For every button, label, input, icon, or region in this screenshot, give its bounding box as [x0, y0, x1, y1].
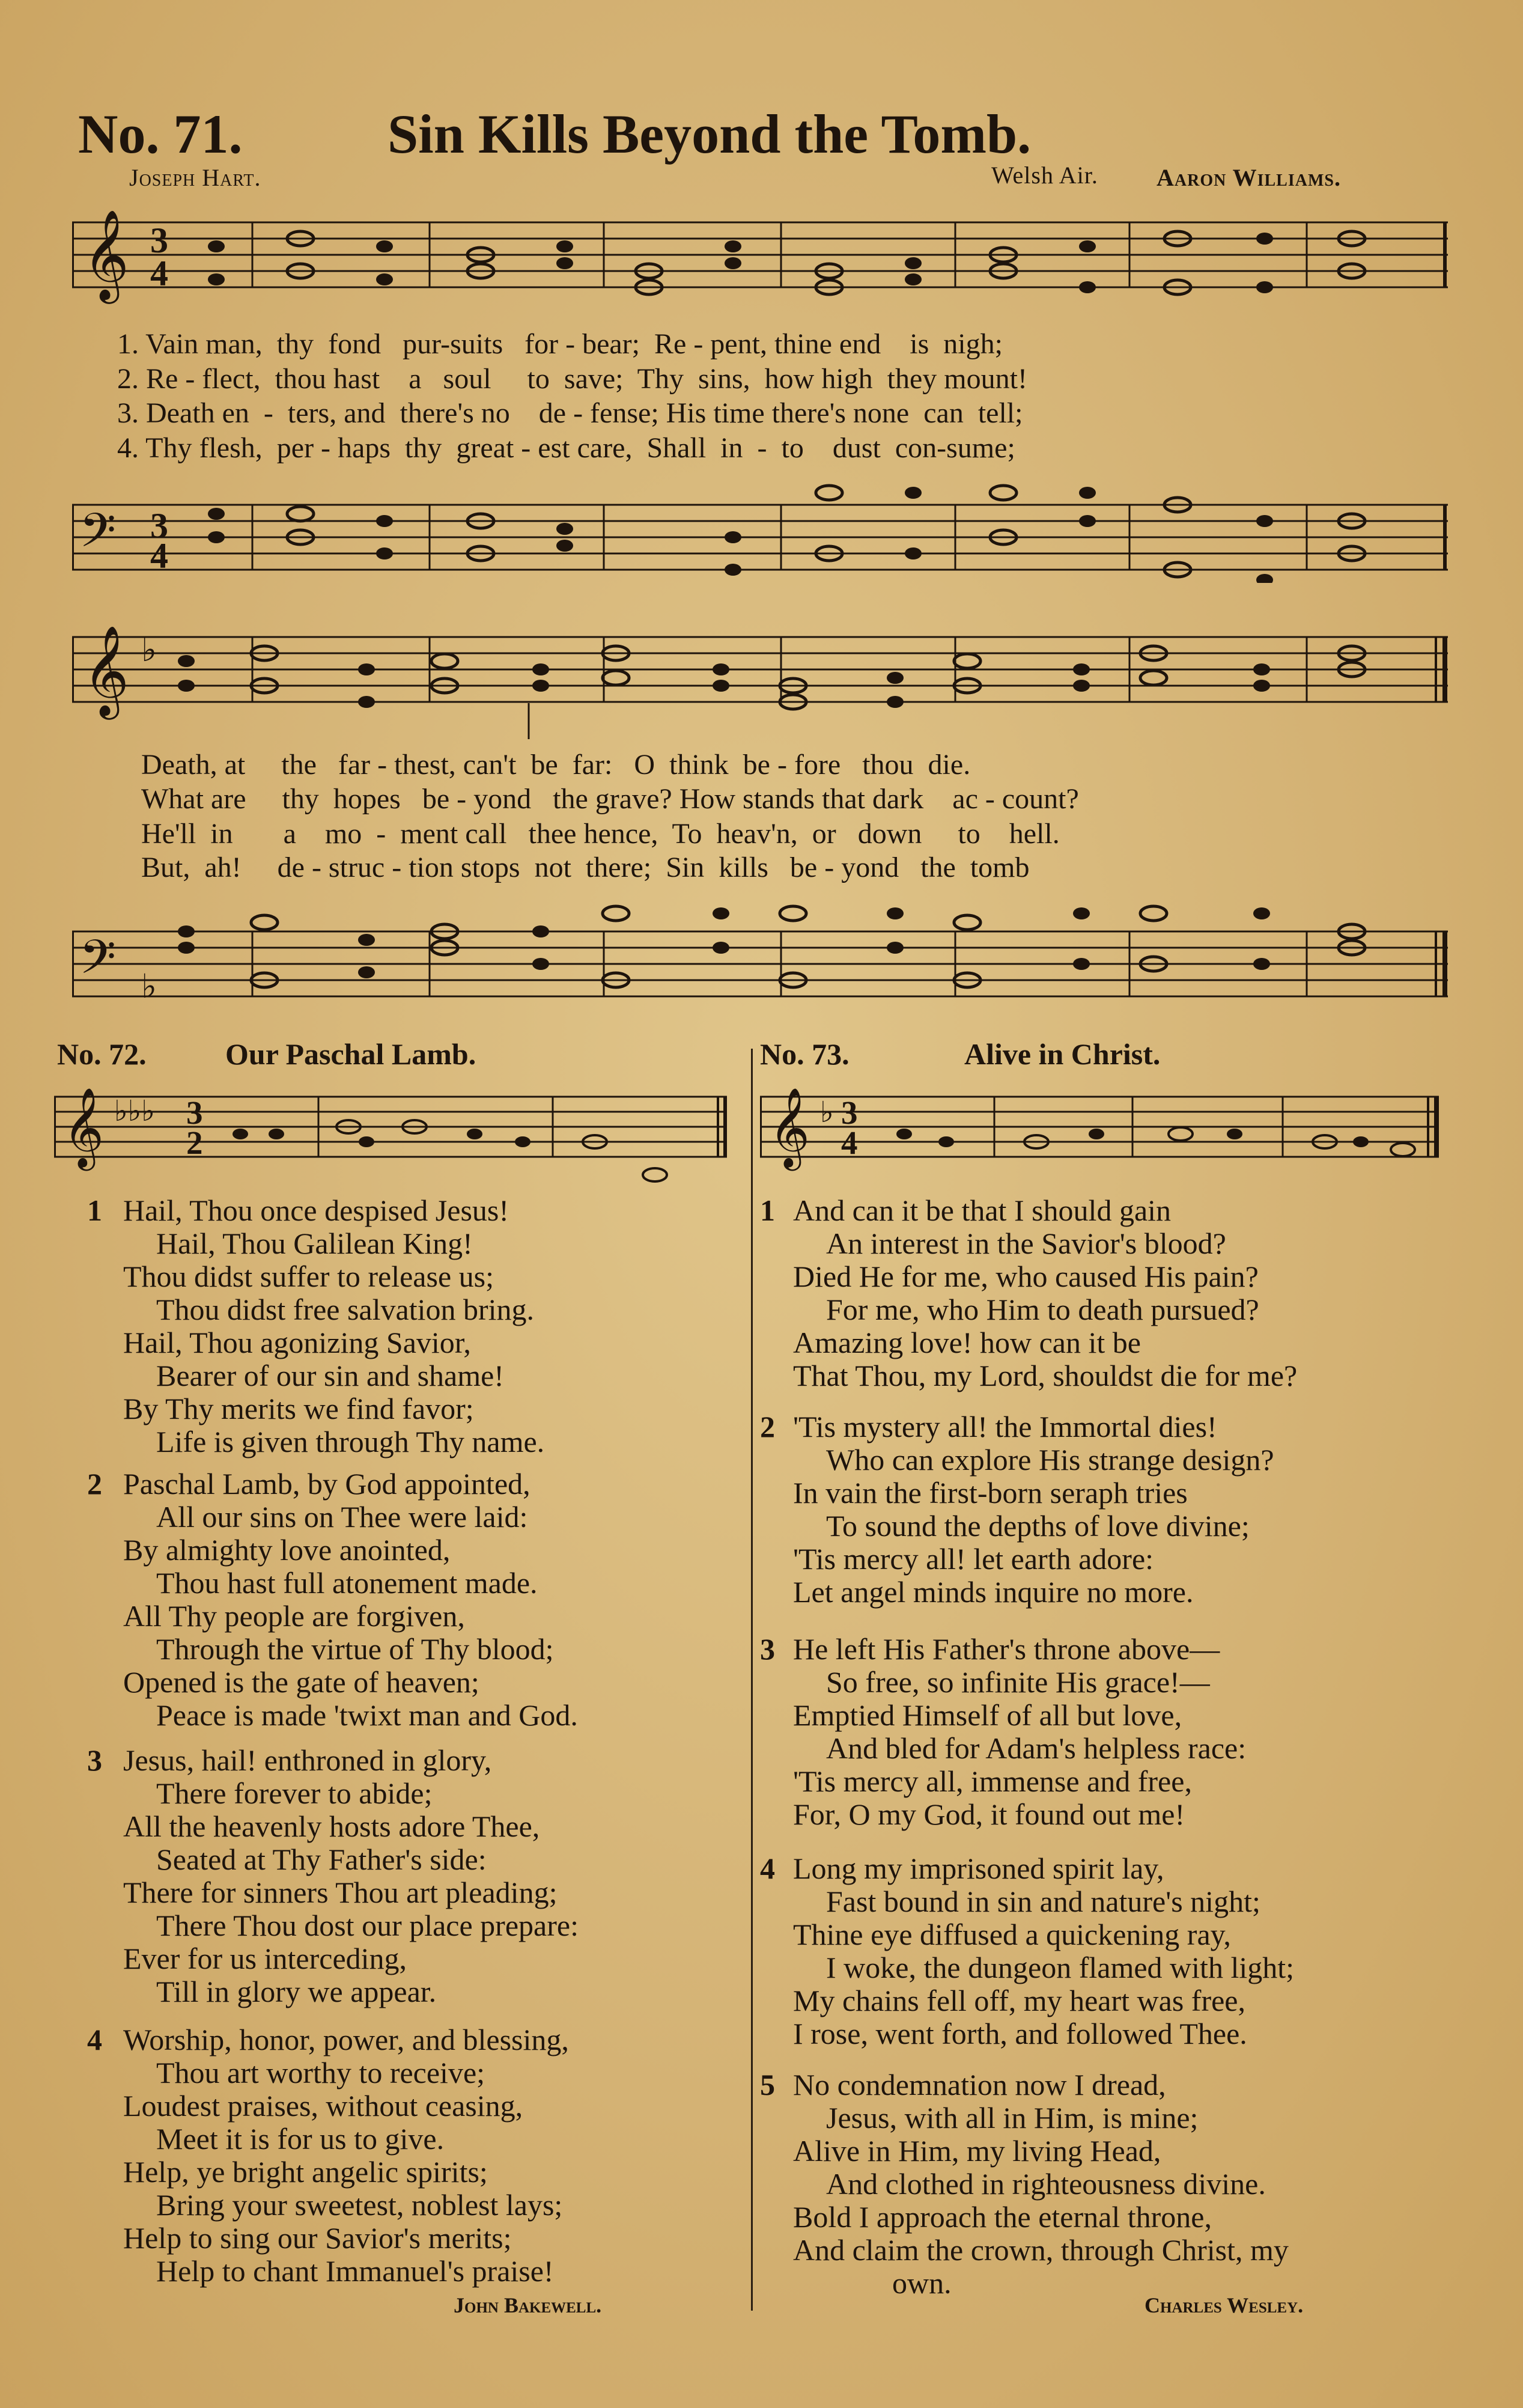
verse-line: For me, who Him to death pursued?	[826, 1293, 1259, 1326]
verse-line: I woke, the dungeon flamed with light;	[826, 1951, 1295, 1984]
svg-text:𝄞: 𝄞	[63, 1087, 104, 1168]
hymn-71-lyric-line-2b: What are thy hopes be - yond the grave? How stands that dark ac - count?	[141, 783, 1079, 815]
verse-line: Bearer of our sin and shame!	[156, 1359, 504, 1392]
verse-line: Emptied Himself of all but love,	[793, 1698, 1182, 1732]
treble-staff-2	[72, 613, 1448, 751]
svg-text:4: 4	[150, 536, 168, 576]
verse-line: Thou didst free salvation bring.	[156, 1293, 535, 1326]
svg-text:3: 3	[150, 506, 168, 546]
verse-line: Thine eye diffused a quickening ray,	[793, 1918, 1231, 1951]
hymn-71-title: Sin Kills Beyond the Tomb.	[388, 103, 1032, 165]
verse-line: Long my imprisoned spirit lay,	[793, 1852, 1164, 1885]
verse-line: Paschal Lamb, by God appointed,	[123, 1467, 530, 1501]
verse-line: Hail, Thou Galilean King!	[156, 1227, 473, 1260]
hymn-72-author: John Bakewell.	[454, 2293, 602, 2317]
hymn-73-number: No. 73.	[760, 1037, 850, 1071]
hymn-72-verse-number: 4	[87, 2023, 102, 2056]
verse-line: Hail, Thou agonizing Savior,	[123, 1326, 471, 1359]
verse-line: own.	[892, 2266, 952, 2300]
verse-line: Amazing love! how can it be	[793, 1326, 1141, 1359]
verse-line: I rose, went forth, and followed Thee.	[793, 2017, 1247, 2050]
svg-text:𝄞: 𝄞	[769, 1087, 810, 1168]
verse-line: Jesus, with all in Him, is mine;	[826, 2101, 1199, 2135]
verse-line: Bring your sweetest, noblest lays;	[156, 2188, 563, 2222]
svg-text:𝄢: 𝄢	[79, 504, 117, 570]
verse-line: Opened is the gate of heaven;	[123, 1665, 479, 1699]
verse-line: Thou art worthy to receive;	[156, 2056, 485, 2089]
verse-line: Meet it is for us to give.	[156, 2122, 445, 2156]
verse-line: By almighty love anointed,	[123, 1533, 451, 1567]
verse-line: Alive in Him, my living Head,	[793, 2134, 1161, 2168]
verse-line: Died He for me, who caused His pain?	[793, 1260, 1259, 1293]
verse-line: All the heavenly hosts adore Thee,	[123, 1809, 540, 1843]
verse-line: To sound the depths of love divine;	[826, 1509, 1250, 1543]
verse-line: Loudest praises, without ceasing,	[123, 2089, 523, 2123]
hymn-71-author: Joseph Hart.	[129, 164, 261, 191]
hymn-73-verse-number: 2	[760, 1410, 775, 1443]
svg-text:3: 3	[150, 221, 168, 260]
svg-text:𝄞: 𝄞	[83, 624, 129, 716]
verse-line: Till in glory we appear.	[156, 1975, 437, 2008]
bass-staff-2	[72, 895, 1448, 1016]
verse-line: Fast bound in sin and nature's night;	[826, 1885, 1260, 1918]
column-divider	[751, 1049, 753, 2311]
verse-line: In vain the first-born seraph tries	[793, 1476, 1188, 1510]
svg-text:𝄢: 𝄢	[79, 930, 117, 996]
verse-line: Worship, honor, power, and blessing,	[123, 2023, 569, 2056]
verse-line: There forever to abide;	[156, 1776, 433, 1810]
verse-line: Ever for us interceding,	[123, 1942, 407, 1975]
hymn-72-number: No. 72.	[57, 1037, 147, 1071]
hymn-71-lyric-line-4a: 4. Thy flesh, per - haps thy great - est care, Shall in - to dust con-sume;	[117, 432, 1015, 464]
bass-staff-1	[72, 481, 1448, 583]
hymn-73-verse-number: 3	[760, 1632, 775, 1666]
verse-line: And can it be that I should gain	[793, 1193, 1172, 1227]
hymn-73-staff	[760, 1079, 1439, 1187]
hymn-72-verse-number: 3	[87, 1743, 102, 1777]
hymn-73-verse-number: 5	[760, 2068, 775, 2102]
verse-line: And clothed in righteousness divine.	[826, 2167, 1266, 2201]
verse-line: That Thou, my Lord, shouldst die for me?	[793, 1359, 1298, 1392]
hymn-73-verse-number: 1	[760, 1193, 775, 1227]
svg-text:♭: ♭	[820, 1096, 834, 1129]
verse-line: And bled for Adam's helpless race:	[826, 1731, 1247, 1765]
verse-line: Help, ye bright angelic spirits;	[123, 2155, 488, 2189]
verse-line: So free, so infinite His grace!—	[826, 1665, 1210, 1699]
verse-line: Let angel minds inquire no more.	[793, 1575, 1194, 1609]
verse-line: Help to sing our Savior's merits;	[123, 2221, 512, 2255]
verse-line: Bold I approach the eternal throne,	[793, 2200, 1212, 2234]
verse-line: All our sins on Thee were laid:	[156, 1500, 528, 1534]
svg-text:4: 4	[841, 1124, 858, 1161]
hymn-72-verse-number: 2	[87, 1467, 102, 1501]
verse-line: For, O my God, it found out me!	[793, 1797, 1185, 1831]
verse-line: Jesus, hail! enthroned in glory,	[123, 1743, 492, 1777]
svg-text:♭: ♭	[141, 630, 157, 669]
hymn-71-tune: Welsh Air.	[991, 162, 1098, 189]
verse-line: And claim the crown, through Christ, my	[793, 2233, 1289, 2267]
verse-line: Help to chant Immanuel's praise!	[156, 2254, 554, 2288]
svg-text:4: 4	[150, 254, 168, 293]
hymn-72-title: Our Paschal Lamb.	[225, 1037, 476, 1071]
verse-line: My chains fell off, my heart was free,	[793, 1984, 1245, 2017]
hymn-71-composer: Aaron Williams.	[1157, 164, 1341, 191]
hymn-71-lyric-line-4b: But, ah! de - struc - tion stops not there; Sin kills be - yond the tomb	[141, 852, 1030, 883]
hymn-71-lyric-line-3a: 3. Death en - ters, and there's no de - fense; His time there's none can tell;	[117, 397, 1023, 429]
svg-text:𝄞: 𝄞	[83, 210, 129, 300]
hymn-71-lyric-line-2a: 2. Re - flect, thou hast a soul to save; Thy sins, how high they mount!	[117, 363, 1027, 395]
svg-text:♭: ♭	[141, 967, 157, 1005]
svg-text:3: 3	[186, 1094, 203, 1131]
hymn-73-author: Charles Wesley.	[1145, 2293, 1304, 2317]
verse-line: Thou didst suffer to release us;	[123, 1260, 494, 1293]
verse-line: There Thou dost our place prepare:	[156, 1909, 579, 1942]
verse-line: By Thy merits we find favor;	[123, 1392, 474, 1425]
hymn-71-lyric-line-1a: 1. Vain man, thy fond pur-suits for - bear; Re - pent, thine end is nigh;	[117, 328, 1003, 360]
verse-line: Hail, Thou once despised Jesus!	[123, 1193, 509, 1227]
verse-line: There for sinners Thou art pleading;	[123, 1876, 558, 1909]
verse-line: Through the virtue of Thy blood;	[156, 1632, 554, 1666]
verse-line: Life is given through Thy name.	[156, 1425, 545, 1459]
verse-line: Peace is made 'twixt man and God.	[156, 1698, 578, 1732]
hymn-71-number: No. 71.	[78, 103, 243, 165]
verse-line: Who can explore His strange design?	[826, 1443, 1274, 1477]
verse-line: An interest in the Savior's blood?	[826, 1227, 1226, 1260]
verse-line: 'Tis mercy all! let earth adore:	[793, 1542, 1154, 1576]
hymn-73-verse-number: 4	[760, 1852, 775, 1885]
hymn-71-lyric-line-3b: He'll in a mo - ment call thee hence, To heav'n, or down to hell.	[141, 818, 1060, 850]
svg-text:2: 2	[186, 1124, 203, 1161]
verse-line: No condemnation now I dread,	[793, 2068, 1166, 2102]
verse-line: 'Tis mystery all! the Immortal dies!	[793, 1410, 1217, 1443]
treble-staff-1	[72, 210, 1448, 306]
verse-line: Thou hast full atonement made.	[156, 1566, 538, 1600]
hymn-71-lyric-line-1b: Death, at the far - thest, can't be far: O think be - fore thou die.	[141, 749, 971, 781]
svg-text:♭♭♭: ♭♭♭	[114, 1094, 155, 1128]
verse-line: He left His Father's throne above—	[793, 1632, 1220, 1666]
hymn-72-verse-number: 1	[87, 1193, 102, 1227]
verse-line: All Thy people are forgiven,	[123, 1599, 465, 1633]
verse-line: Seated at Thy Father's side:	[156, 1843, 487, 1876]
verse-line: 'Tis mercy all, immense and free,	[793, 1764, 1192, 1798]
hymn-73-title: Alive in Christ.	[964, 1037, 1161, 1071]
hymn-72-staff	[54, 1079, 727, 1199]
svg-text:3: 3	[841, 1094, 858, 1131]
